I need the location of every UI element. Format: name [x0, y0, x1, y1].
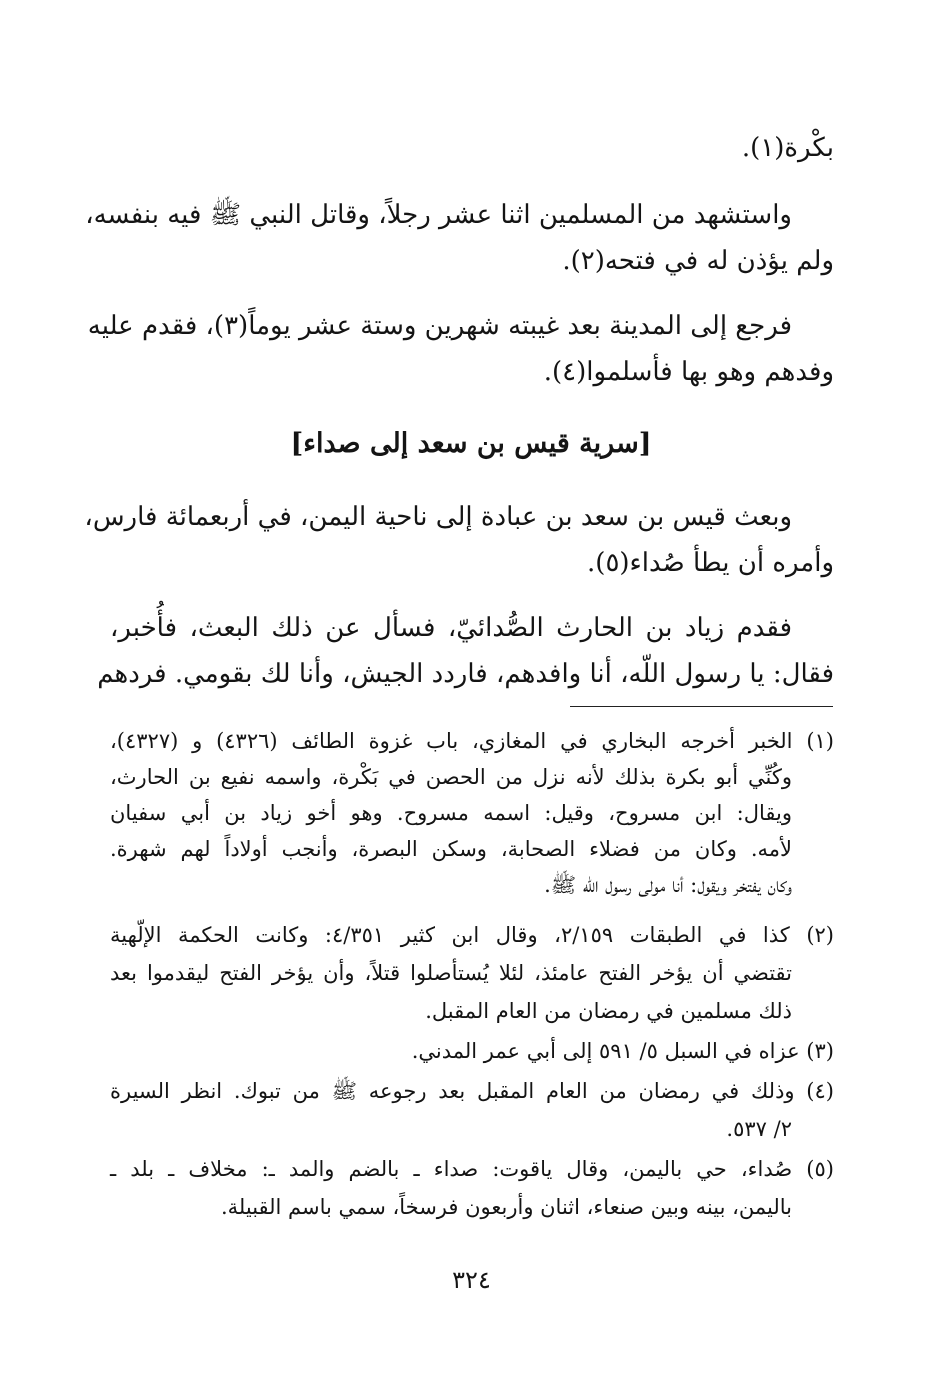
body-line-1: بكْرة(١). — [741, 133, 834, 163]
footnote-2-line-3: ذلك مسلمين في رمضان من العام المقبل. — [425, 999, 792, 1023]
footnote-5-line-1: (٥) صُداء، حي باليمن، وقال ياقوت: صداء ـ بالضم والمد ـ: مخلاف ـ بلد ـ — [110, 1157, 834, 1181]
footnote-2-line-2: تقتضي أن يؤخر الفتح عامئذ، لئلا يُستأصلوا قتلاً، وأن يؤخر الفتح ليقدموا بعد — [110, 961, 792, 985]
footnote-4-line-2: ٢/ ٥٣٧. — [726, 1117, 792, 1141]
body-line-3: ولم يؤذن له في فتحه(٢). — [562, 246, 834, 276]
page-number: ٣٢٤ — [452, 1266, 491, 1294]
body-line-9: فقال: يا رسول اللّه، أنا وافدهم، فاردد الجيش، وأنا لك بقومي. فردهم — [97, 659, 834, 689]
body-line-4: فرجع إلى المدينة بعد غيبته شهرين وستة عشر يوماً(٣)، فقدم عليه — [87, 311, 792, 341]
footnote-1-line-2: وكُنِّي أبو بكرة بذلك لأنه نزل من الحصن في بَكْرة، واسمه نفيع بن الحارث، — [110, 765, 792, 789]
footnote-4-line-1: (٤) وذلك في رمضان من العام المقبل بعد رجوعه ﷺ من تبوك. انظر السيرة — [110, 1079, 834, 1103]
body-line-2: واستشهد من المسلمين اثنا عشر رجلاً، وقاتل النبي ﷺ فيه بنفسه، — [85, 200, 792, 230]
section-heading: [سرية قيس بن سعد إلى صداء] — [290, 428, 652, 459]
footnote-2-line-1: (٢) كذا في الطبقات ٢/١٥٩، وقال ابن كثير ٤/٣٥١: وكانت الحكمة الإلّهية — [110, 923, 834, 947]
footnote-1-line-5: وكان يفتخر ويقول: أنا مولى رسول الله ﷺ. — [544, 873, 792, 897]
body-line-8: فقدم زياد بن الحارث الصُّدائيّ، فسأل عن ذلك البعث، فأُخبر، — [110, 613, 792, 643]
footnote-3: (٣) عزاه في السبل ٥/ ٥٩١ إلى أبي عمر المدني. — [411, 1039, 834, 1063]
body-line-7: وأمره أن يطأ صُداء(٥). — [587, 548, 834, 578]
body-line-5: وفدهم وهو بها فأسلموا(٤). — [543, 357, 834, 387]
footnote-1-line-4: لأمه. وكان من فضلاء الصحابة، وسكن البصرة، وأنجب أولاداً لهم شهرة. — [110, 837, 792, 861]
footnote-1-line-1: (١) الخبر أخرجه البخاري في المغازي، باب غزوة الطائف (٤٣٢٦) و (٤٣٢٧)، — [110, 729, 834, 753]
footnote-1-line-3: ويقال: ابن مسروح، وقيل: اسمه مسروح. وهو أخو زياد بن أبي سفيان — [110, 801, 792, 825]
footnote-5-line-2: باليمن، بينه وبين صنعاء، اثنان وأربعون فرسخاً، سمي باسم القبيلة. — [220, 1195, 792, 1219]
body-line-6: وبعث قيس بن سعد بن عبادة إلى ناحية اليمن، في أربعمائة فارس، — [84, 502, 792, 532]
footnote-separator — [570, 706, 833, 707]
